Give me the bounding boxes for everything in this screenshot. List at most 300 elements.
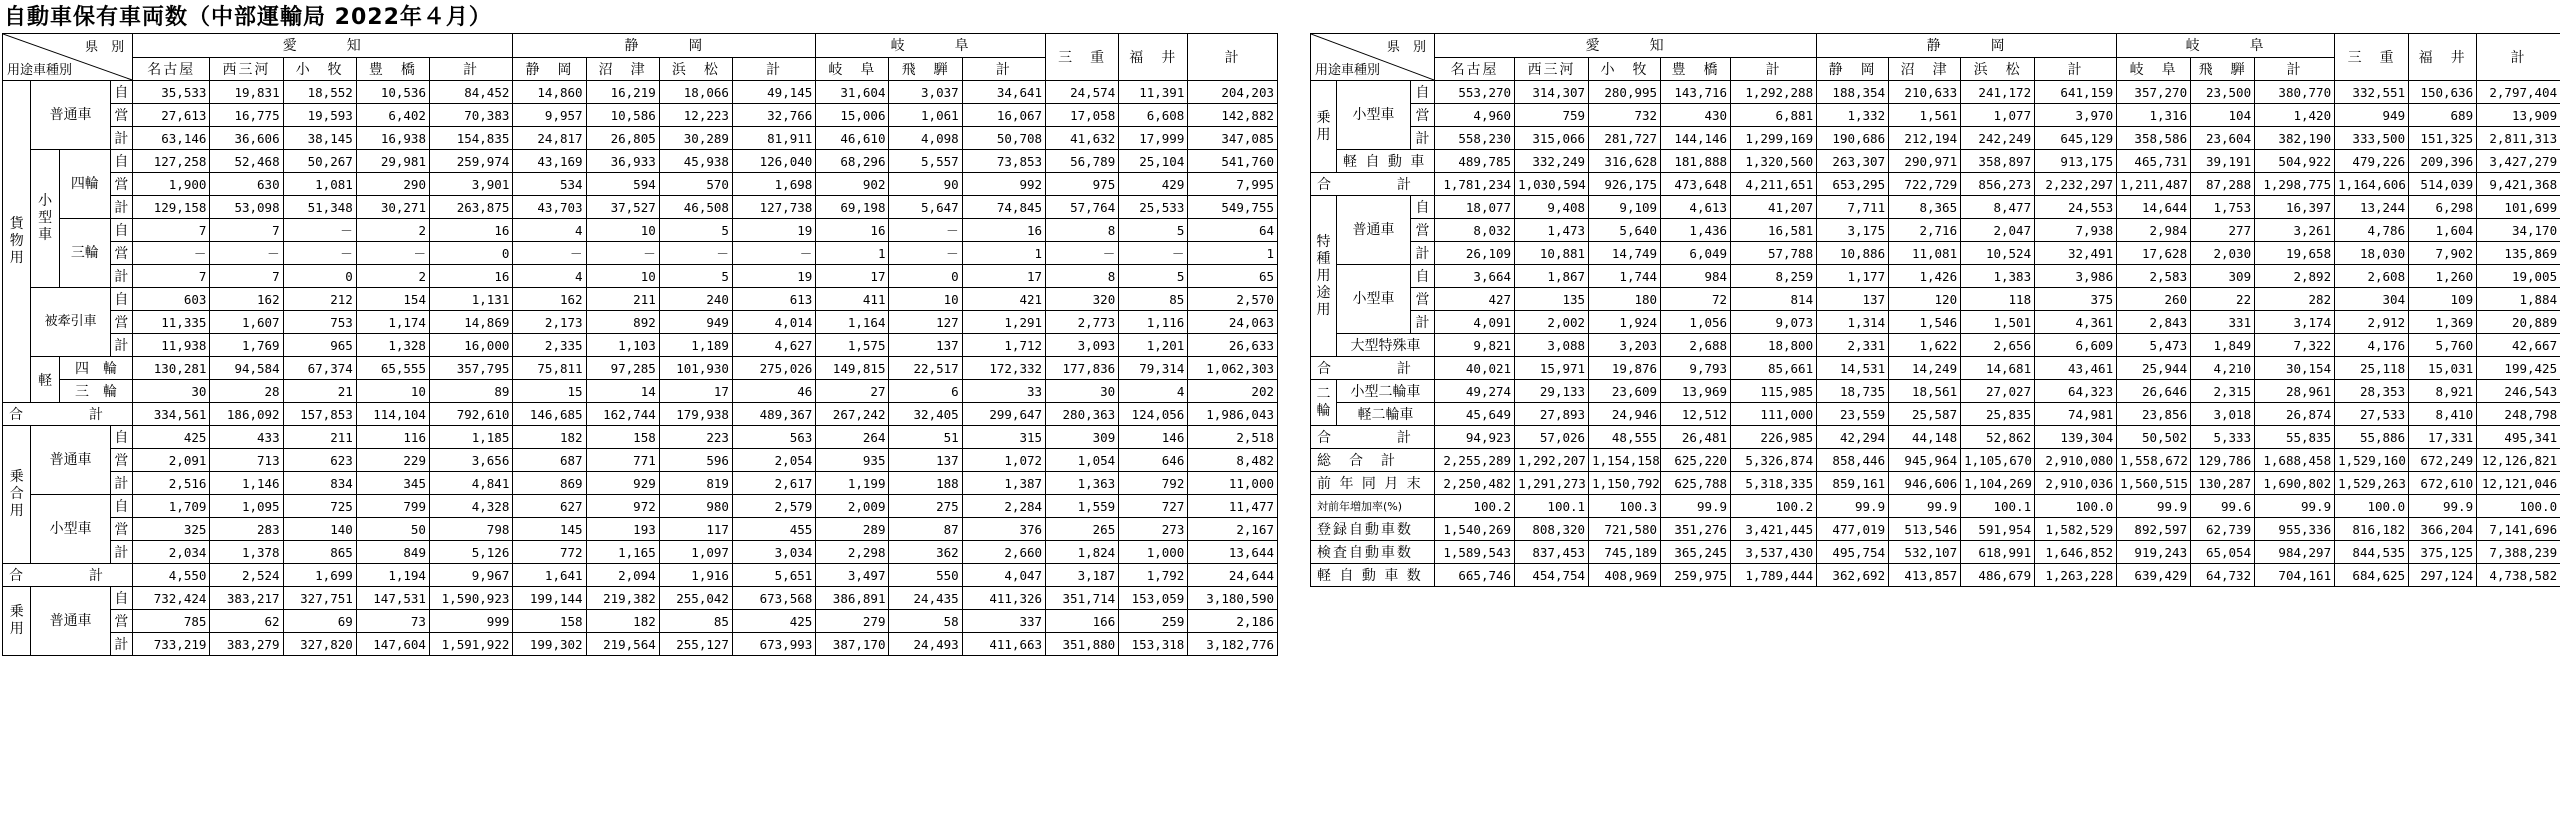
value-cell: 18,030 — [2335, 242, 2409, 265]
value-cell: 4,841 — [429, 472, 512, 495]
value-cell: 101,699 — [2477, 196, 2560, 219]
value-cell: 549,755 — [1188, 196, 1278, 219]
value-cell: 1,103 — [586, 334, 659, 357]
value-cell: 5,557 — [889, 150, 962, 173]
value-cell: 771 — [586, 449, 659, 472]
value-cell: 2,034 — [133, 541, 210, 564]
district-header: 計 — [2035, 57, 2117, 81]
value-cell: 242,249 — [1961, 127, 2035, 150]
value-cell: 5 — [1119, 265, 1188, 288]
value-cell: 454,754 — [1515, 564, 1589, 587]
value-cell: 17 — [962, 265, 1045, 288]
value-cell: 9,421,368 — [2477, 173, 2560, 196]
value-cell: 23,609 — [1589, 380, 1661, 403]
value-cell: 20,889 — [2477, 311, 2560, 334]
value-cell: 2,524 — [210, 564, 283, 587]
value-cell: 1,056 — [1661, 311, 1731, 334]
value-cell: 16,581 — [1731, 219, 1817, 242]
value-cell: 2,660 — [962, 541, 1045, 564]
label-goukei: 合 計 — [1311, 357, 1435, 380]
value-cell: 4,613 — [1661, 196, 1731, 219]
value-cell: 4,786 — [2335, 219, 2409, 242]
table-row — [1311, 495, 2560, 518]
value-cell: 267,242 — [816, 403, 889, 426]
value-cell: 259,975 — [1661, 564, 1731, 587]
value-cell: 27,027 — [1961, 380, 2035, 403]
table-row — [1311, 472, 2560, 495]
value-cell: 3,174 — [2255, 311, 2335, 334]
value-cell: 408,969 — [1589, 564, 1661, 587]
value-cell: 24,493 — [889, 633, 962, 656]
value-cell: 10,881 — [1515, 242, 1589, 265]
value-cell: 27,893 — [1515, 403, 1589, 426]
value-cell: 1,199 — [816, 472, 889, 495]
value-cell: 3,018 — [2191, 403, 2255, 426]
value-cell: 2,843 — [2117, 311, 2191, 334]
value-cell: 1,698 — [732, 173, 815, 196]
value-cell: 1,292,207 — [1515, 449, 1589, 472]
value-cell: 15 — [513, 380, 586, 403]
value-cell: 241,172 — [1961, 81, 2035, 104]
summary-label: 登録自動車数 — [1311, 518, 1435, 541]
label-kogata: 小型車 — [31, 150, 59, 288]
value-cell: － — [1046, 242, 1119, 265]
value-cell: 190,686 — [1817, 127, 1889, 150]
table-row — [3, 403, 1278, 426]
value-cell: 39,191 — [2191, 150, 2255, 173]
value-cell: 1,077 — [1961, 104, 2035, 127]
value-cell: 100.3 — [1589, 495, 1661, 518]
value-cell: 162 — [210, 288, 283, 311]
value-cell: 30,271 — [356, 196, 429, 219]
table-row — [1311, 219, 2560, 242]
value-cell: 1,332 — [1817, 104, 1889, 127]
value-cell: 1,299,169 — [1731, 127, 1817, 150]
label-goukei: 合 計 — [3, 403, 133, 426]
value-cell: 411 — [816, 288, 889, 311]
value-cell: 2,047 — [1961, 219, 2035, 242]
district-header: 名古屋 — [1435, 57, 1515, 81]
value-cell: 320 — [1046, 288, 1119, 311]
value-cell: 5,760 — [2409, 334, 2477, 357]
value-cell: 279 — [816, 610, 889, 633]
value-cell: 280,363 — [1046, 403, 1119, 426]
value-cell: － — [133, 242, 210, 265]
value-cell: 48,555 — [1589, 426, 1661, 449]
value-cell: 52,862 — [1961, 426, 2035, 449]
value-cell: 314,307 — [1515, 81, 1589, 104]
value-cell: 3,093 — [1046, 334, 1119, 357]
value-cell: 1,781,234 — [1435, 173, 1515, 196]
value-cell: 26,874 — [2255, 403, 2335, 426]
value-cell: 16 — [429, 265, 512, 288]
table-row — [3, 495, 1278, 518]
value-cell: 100.2 — [1731, 495, 1817, 518]
value-cell: 1,387 — [962, 472, 1045, 495]
value-cell: 8,410 — [2409, 403, 2477, 426]
table-row — [3, 127, 1278, 150]
shizuoka-header: 静 岡 — [513, 34, 816, 58]
summary-label: 総 合 計 — [1311, 449, 1435, 472]
value-cell: 753 — [283, 311, 356, 334]
value-cell: 1,604 — [2409, 219, 2477, 242]
value-cell: 135 — [1515, 288, 1589, 311]
value-cell: 99.9 — [1817, 495, 1889, 518]
value-cell: 4,550 — [133, 564, 210, 587]
value-cell: 84,452 — [429, 81, 512, 104]
value-cell: 3,175 — [1817, 219, 1889, 242]
value-cell: 10,886 — [1817, 242, 1889, 265]
value-cell: 382,190 — [2255, 127, 2335, 150]
value-cell: 999 — [429, 610, 512, 633]
value-cell: 104 — [2191, 104, 2255, 127]
district-header: 小 牧 — [283, 57, 356, 81]
table-cell: 計 — [110, 541, 132, 564]
value-cell: 625,220 — [1661, 449, 1731, 472]
value-cell: 255,042 — [659, 587, 732, 610]
value-cell: 26,481 — [1661, 426, 1731, 449]
value-cell: 358,897 — [1961, 150, 2035, 173]
value-cell: 240 — [659, 288, 732, 311]
value-cell: 687 — [513, 449, 586, 472]
value-cell: 186,092 — [210, 403, 283, 426]
value-cell: 24,817 — [513, 127, 586, 150]
value-cell: 1,709 — [133, 495, 210, 518]
value-cell: 558,230 — [1435, 127, 1515, 150]
value-cell: 704,161 — [2255, 564, 2335, 587]
value-cell: 3,901 — [429, 173, 512, 196]
value-cell: 40,021 — [1435, 357, 1515, 380]
value-cell: 641,159 — [2035, 81, 2117, 104]
value-cell: 57,764 — [1046, 196, 1119, 219]
value-cell: 99.9 — [1661, 495, 1731, 518]
value-cell: 892,597 — [2117, 518, 2191, 541]
value-cell: 1,177 — [1817, 265, 1889, 288]
value-cell: 23,856 — [2117, 403, 2191, 426]
value-cell: 984 — [1661, 265, 1731, 288]
value-cell: 333,500 — [2335, 127, 2409, 150]
value-cell: 1,150,792 — [1589, 472, 1661, 495]
value-cell: 1,420 — [2255, 104, 2335, 127]
value-cell: 1,383 — [1961, 265, 2035, 288]
value-cell: 193 — [586, 518, 659, 541]
value-cell: 2,892 — [2255, 265, 2335, 288]
value-cell: 0 — [889, 265, 962, 288]
value-cell: 219,382 — [586, 587, 659, 610]
value-cell: 337 — [962, 610, 1045, 633]
value-cell: 646 — [1119, 449, 1188, 472]
table-row — [3, 357, 1278, 380]
table-cell: 自 — [1411, 265, 1435, 288]
value-cell: 489,785 — [1435, 150, 1515, 173]
value-cell: 3,656 — [429, 449, 512, 472]
table-row — [1311, 81, 2560, 104]
value-cell: 19,005 — [2477, 265, 2560, 288]
value-cell: 2,797,404 — [2477, 81, 2560, 104]
value-cell: 427 — [1435, 288, 1515, 311]
value-cell: 14,869 — [429, 311, 512, 334]
value-cell: 1,061 — [889, 104, 962, 127]
value-cell: 50,267 — [283, 150, 356, 173]
value-cell: 1,559 — [1046, 495, 1119, 518]
value-cell: 62,739 — [2191, 518, 2255, 541]
value-cell: 859,161 — [1817, 472, 1889, 495]
value-cell: 153,059 — [1119, 587, 1188, 610]
kenbetsu-label: 県 別 — [1387, 40, 1427, 55]
value-cell: 127 — [889, 311, 962, 334]
value-cell: 17,628 — [2117, 242, 2191, 265]
value-cell: 1,201 — [1119, 334, 1188, 357]
value-cell: 627 — [513, 495, 586, 518]
value-cell: － — [210, 242, 283, 265]
value-cell: 145 — [513, 518, 586, 541]
value-cell: 9,967 — [429, 564, 512, 587]
corner-header — [3, 34, 133, 81]
district-header: 浜 松 — [1961, 57, 2035, 81]
value-cell: 1,426 — [1889, 265, 1961, 288]
value-cell: 18,552 — [283, 81, 356, 104]
value-cell: 5,326,874 — [1731, 449, 1817, 472]
value-cell: 1,646,852 — [2035, 541, 2117, 564]
table-cell: 計 — [110, 334, 132, 357]
value-cell: 42,294 — [1817, 426, 1889, 449]
value-cell: 975 — [1046, 173, 1119, 196]
value-cell: 591,954 — [1961, 518, 2035, 541]
table-row — [1311, 449, 2560, 472]
district-header: 豊 橋 — [356, 57, 429, 81]
value-cell: 94,584 — [210, 357, 283, 380]
value-cell: 4,627 — [732, 334, 815, 357]
value-cell: 229 — [356, 449, 429, 472]
table-row — [1311, 265, 2560, 288]
value-cell: 2,284 — [962, 495, 1045, 518]
value-cell: 411,663 — [962, 633, 1045, 656]
value-cell: 1,867 — [1515, 265, 1589, 288]
value-cell: 18,066 — [659, 81, 732, 104]
value-cell: 2,583 — [2117, 265, 2191, 288]
label-kei-jidosha: 軽 自 動 車 — [1337, 150, 1435, 173]
value-cell: 1,095 — [210, 495, 283, 518]
value-cell: 25,533 — [1119, 196, 1188, 219]
value-cell: 34,641 — [962, 81, 1045, 104]
value-cell: 15,971 — [1515, 357, 1589, 380]
value-cell: 12,512 — [1661, 403, 1731, 426]
table-row — [3, 587, 1278, 610]
value-cell: 212,194 — [1889, 127, 1961, 150]
value-cell: 99.9 — [2117, 495, 2191, 518]
label-futsu: 普通車 — [31, 426, 110, 495]
table-row — [3, 196, 1278, 219]
value-cell: 362 — [889, 541, 962, 564]
value-cell: 45,649 — [1435, 403, 1515, 426]
value-cell: 13,969 — [1661, 380, 1731, 403]
value-cell: 24,553 — [2035, 196, 2117, 219]
value-cell: 100.0 — [2477, 495, 2560, 518]
label-sanrin: 三輪 — [59, 219, 110, 288]
value-cell: 563 — [732, 426, 815, 449]
value-cell: 10 — [586, 265, 659, 288]
value-cell: 127,258 — [133, 150, 210, 173]
value-cell: 14,681 — [1961, 357, 2035, 380]
value-cell: 52,468 — [210, 150, 283, 173]
value-cell: 32,491 — [2035, 242, 2117, 265]
aichi-header: 愛 知 — [133, 34, 513, 58]
value-cell: 137 — [1817, 288, 1889, 311]
value-cell: 625,788 — [1661, 472, 1731, 495]
value-cell: 1,260 — [2409, 265, 2477, 288]
value-cell: 142,882 — [1188, 104, 1278, 127]
value-cell: 42,667 — [2477, 334, 2560, 357]
summary-label: 検査自動車数 — [1311, 541, 1435, 564]
value-cell: 5,473 — [2117, 334, 2191, 357]
value-cell: 18,735 — [1817, 380, 1889, 403]
value-cell: 273 — [1119, 518, 1188, 541]
value-cell: 1,690,802 — [2255, 472, 2335, 495]
value-cell: 365,245 — [1661, 541, 1731, 564]
value-cell: 5 — [659, 265, 732, 288]
value-cell: 28,961 — [2255, 380, 2335, 403]
value-cell: － — [356, 242, 429, 265]
table-row — [1311, 242, 2560, 265]
table-cell: 営 — [1411, 288, 1435, 311]
value-cell: 5 — [1119, 219, 1188, 242]
value-cell: － — [889, 219, 962, 242]
value-cell: 2,186 — [1188, 610, 1278, 633]
value-cell: 2,094 — [586, 564, 659, 587]
value-cell: 514,039 — [2409, 173, 2477, 196]
value-cell: 55,886 — [2335, 426, 2409, 449]
district-header: 計 — [962, 57, 1045, 81]
value-cell: 429 — [1119, 173, 1188, 196]
value-cell: 8,259 — [1731, 265, 1817, 288]
value-cell: － — [732, 242, 815, 265]
table-row — [3, 610, 1278, 633]
value-cell: 16,219 — [586, 81, 659, 104]
value-cell: 58 — [889, 610, 962, 633]
value-cell: 2,054 — [732, 449, 815, 472]
value-cell: 57,788 — [1731, 242, 1817, 265]
value-cell: 992 — [962, 173, 1045, 196]
value-cell: 2 — [356, 265, 429, 288]
value-cell: 913,175 — [2035, 150, 2117, 173]
value-cell: 425 — [732, 610, 815, 633]
value-cell: 732,424 — [133, 587, 210, 610]
value-cell: 188 — [889, 472, 962, 495]
value-cell: 11,000 — [1188, 472, 1278, 495]
table-cell: 営 — [110, 173, 132, 196]
table-row — [3, 104, 1278, 127]
value-cell: 1,363 — [1046, 472, 1119, 495]
category-jo: 乗用 — [1311, 81, 1337, 173]
value-cell: 946,606 — [1889, 472, 1961, 495]
value-cell: 673,568 — [732, 587, 815, 610]
value-cell: 6,402 — [356, 104, 429, 127]
value-cell: 147,531 — [356, 587, 429, 610]
value-cell: 7 — [133, 219, 210, 242]
value-cell: 14,860 — [513, 81, 586, 104]
value-cell: 64,323 — [2035, 380, 2117, 403]
value-cell: － — [586, 242, 659, 265]
value-cell: 6,608 — [1119, 104, 1188, 127]
value-cell: 433 — [210, 426, 283, 449]
table-row — [3, 311, 1278, 334]
value-cell: 16,000 — [429, 334, 512, 357]
district-header: 計 — [2255, 57, 2335, 81]
value-cell: 19,658 — [2255, 242, 2335, 265]
table-cell: 自 — [110, 495, 132, 518]
value-cell: 16,775 — [210, 104, 283, 127]
value-cell: 209,396 — [2409, 150, 2477, 173]
value-cell: 630 — [210, 173, 283, 196]
value-cell: 386,891 — [816, 587, 889, 610]
value-cell: 7 — [133, 265, 210, 288]
value-cell: 255,127 — [659, 633, 732, 656]
value-cell: 929 — [586, 472, 659, 495]
value-cell: 357,270 — [2117, 81, 2191, 104]
value-cell: 2,579 — [732, 495, 815, 518]
value-cell: 120 — [1889, 288, 1961, 311]
shizuoka-header: 静 岡 — [1817, 34, 2117, 58]
category-tokushu: 特種用途用 — [1311, 196, 1337, 357]
value-cell: 15,006 — [816, 104, 889, 127]
value-cell: 2,030 — [2191, 242, 2255, 265]
value-cell: 1,320,560 — [1731, 150, 1817, 173]
value-cell: 17 — [659, 380, 732, 403]
value-cell: 1 — [816, 242, 889, 265]
table-row — [3, 564, 1278, 587]
value-cell: 4,014 — [732, 311, 815, 334]
value-cell: 37,527 — [586, 196, 659, 219]
value-cell: 2 — [356, 219, 429, 242]
value-cell: 351,276 — [1661, 518, 1731, 541]
value-cell: 3,034 — [732, 541, 815, 564]
value-cell: 13,244 — [2335, 196, 2409, 219]
value-cell: 199,425 — [2477, 357, 2560, 380]
district-header: 飛 騨 — [889, 57, 962, 81]
value-cell: 1,540,269 — [1435, 518, 1515, 541]
value-cell: 259 — [1119, 610, 1188, 633]
value-cell: 613 — [732, 288, 815, 311]
table-row — [1311, 403, 2560, 426]
value-cell: 16,397 — [2255, 196, 2335, 219]
value-cell: 618,991 — [1961, 541, 2035, 564]
value-cell: 1,744 — [1589, 265, 1661, 288]
value-cell: 1,560,515 — [2117, 472, 2191, 495]
value-cell: 351,880 — [1046, 633, 1119, 656]
value-cell: 2,688 — [1661, 334, 1731, 357]
value-cell: 129,786 — [2191, 449, 2255, 472]
value-cell: 5,333 — [2191, 426, 2255, 449]
value-cell: 1,789,444 — [1731, 564, 1817, 587]
value-cell: 949 — [659, 311, 732, 334]
value-cell: 411,326 — [962, 587, 1045, 610]
value-cell: 130,281 — [133, 357, 210, 380]
value-cell: 24,063 — [1188, 311, 1278, 334]
value-cell: 177,836 — [1046, 357, 1119, 380]
value-cell: 919,243 — [2117, 541, 2191, 564]
value-cell: 263,875 — [429, 196, 512, 219]
value-cell: 7,995 — [1188, 173, 1278, 196]
value-cell: 727 — [1119, 495, 1188, 518]
table-cell: 営 — [110, 311, 132, 334]
value-cell: 31,604 — [816, 81, 889, 104]
value-cell: 1,000 — [1119, 541, 1188, 564]
value-cell: 4,176 — [2335, 334, 2409, 357]
value-cell: 51 — [889, 426, 962, 449]
value-cell: 1,062,303 — [1188, 357, 1278, 380]
value-cell: 1,116 — [1119, 311, 1188, 334]
value-cell: 9,957 — [513, 104, 586, 127]
